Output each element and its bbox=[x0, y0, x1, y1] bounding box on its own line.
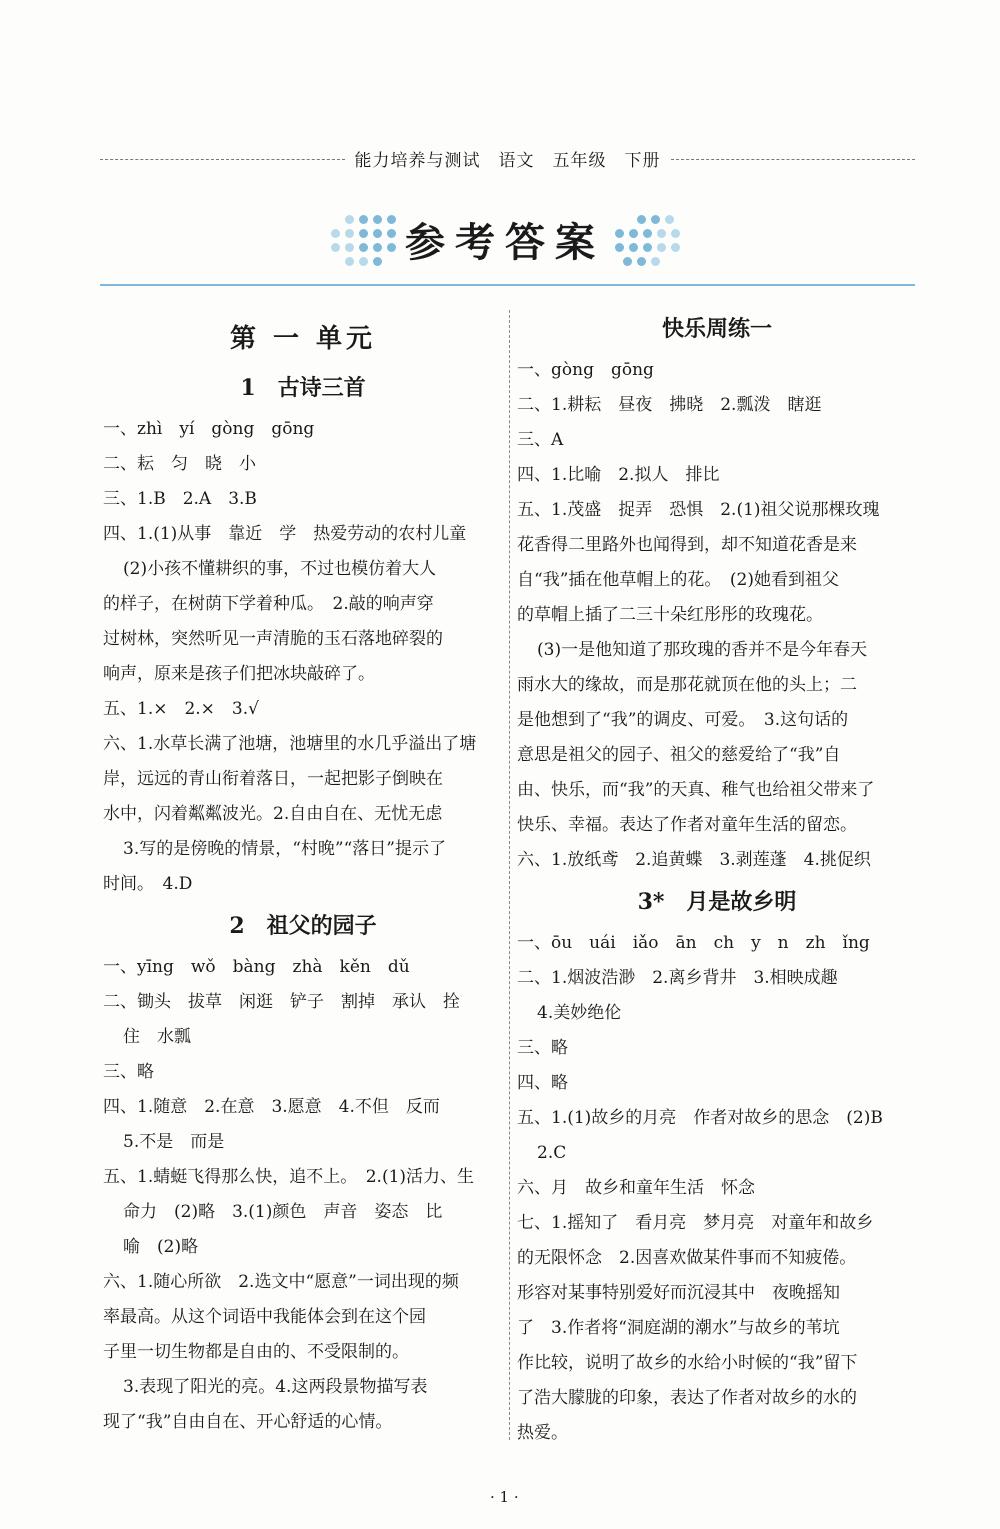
answer-line: 五、1.(1)故乡的月亮 作者对故乡的思念 (2)B bbox=[517, 1108, 883, 1128]
column-divider bbox=[509, 310, 510, 1440]
lesson-3-title: 3* 月是故乡明 bbox=[637, 889, 797, 915]
answer-line: (2)小孩不懂耕织的事，不过也模仿着大人 bbox=[123, 559, 437, 579]
answer-line: 现了“我”自由自在、开心舒适的心情。 bbox=[103, 1412, 393, 1432]
answer-line: 自“我”插在他草帽上的花。 (2)她看到祖父 bbox=[517, 570, 839, 590]
answer-line: 六、1.随心所欲 2.选文中“愿意”一词出现的频 bbox=[103, 1272, 459, 1292]
answer-line: 岸，远远的青山衔着落日，一起把影子倒映在 bbox=[103, 769, 443, 789]
answer-line: 5.不是 而是 bbox=[123, 1132, 225, 1152]
title-rule bbox=[100, 284, 915, 286]
answer-line: 子里一切生物都是自由的、不受限制的。 bbox=[103, 1342, 409, 1362]
answer-line: 五、1.× 2.× 3.√ bbox=[103, 699, 259, 719]
answer-line: 四、1.随意 2.在意 3.愿意 4.不但 反而 bbox=[103, 1097, 440, 1117]
answer-line: 三、A bbox=[517, 430, 564, 450]
answer-line: 六、1.放纸鸢 2.追黄蝶 3.剥莲蓬 4.挑促织 bbox=[517, 850, 871, 870]
lesson-1-title: 1 古诗三首 bbox=[240, 375, 366, 401]
answer-line: 快乐、幸福。表达了作者对童年生活的留恋。 bbox=[517, 815, 857, 835]
answer-line: 3.写的是傍晚的情景，“村晚”“落日”提示了 bbox=[123, 839, 446, 859]
answer-line: 四、略 bbox=[517, 1073, 568, 1093]
answer-line: 二、1.耕耘 昼夜 拂晓 2.瓢泼 瞎逛 bbox=[517, 395, 822, 415]
answer-line: 雨水大的缘故，而是那花就顶在他的头上；二 bbox=[517, 675, 857, 695]
answer-line: 命力 (2)略 3.(1)颜色 声音 姿态 比 bbox=[123, 1202, 443, 1222]
answer-line: 率最高。从这个词语中我能体会到在这个园 bbox=[103, 1307, 426, 1327]
lesson-2-title: 2 祖父的园子 bbox=[229, 913, 377, 939]
answer-line: 一、zhì yí gòng gōng bbox=[103, 419, 315, 439]
answer-line: 一、ōu uái iǎo ān ch y n zh ǐng bbox=[517, 933, 870, 953]
answer-line: 作比较，说明了故乡的水给小时候的“我”留下 bbox=[517, 1353, 858, 1373]
answer-line: 的样子，在树荫下学着种瓜。 2.敲的响声穿 bbox=[103, 594, 434, 614]
answer-line: 了浩大朦胧的印象，表达了作者对故乡的水的 bbox=[517, 1388, 857, 1408]
answer-line: 三、1.B 2.A 3.B bbox=[103, 489, 257, 509]
answer-line: 由、快乐，而“我”的天真、稚气也给祖父带来了 bbox=[517, 780, 875, 800]
answer-line: 二、锄头 拔草 闲逛 铲子 割掉 承认 拴 bbox=[103, 992, 460, 1012]
answer-line: 二、耘 匀 晓 小 bbox=[103, 454, 256, 474]
header-title: 能力培养与测试 语文 五年级 下册 bbox=[354, 150, 661, 171]
answer-line: 4.美妙绝伦 bbox=[537, 1003, 622, 1023]
dot-decoration-left bbox=[325, 215, 395, 265]
answer-line: 七、1.摇知了 看月亮 梦月亮 对童年和故乡 bbox=[517, 1213, 874, 1233]
right-column bbox=[517, 305, 917, 1451]
answer-line: 三、略 bbox=[103, 1062, 154, 1082]
answer-line: 了 3.作者将“洞庭湖的潮水”与故乡的苇坑 bbox=[517, 1318, 840, 1338]
answer-line: 时间。 4.D bbox=[103, 874, 193, 894]
answer-line: 住 水瓢 bbox=[123, 1027, 191, 1047]
answer-line: 一、yīng wǒ bàng zhà kěn dǔ bbox=[103, 957, 410, 977]
answer-line: 五、1.蜻蜓飞得那么快，追不上。 2.(1)活力、生 bbox=[103, 1167, 475, 1187]
answer-line: 六、1.水草长满了池塘，池塘里的水几乎溢出了塘 bbox=[103, 734, 477, 754]
answer-line: 水中，闪着粼粼波光。2.自由自在、无忧无虑 bbox=[103, 804, 443, 824]
answer-title: 参考答案 bbox=[405, 219, 605, 266]
answer-line: 意思是祖父的园子、祖父的慈爱给了“我”自 bbox=[517, 745, 841, 765]
answer-line: 热爱。 bbox=[517, 1423, 568, 1443]
answer-line: 三、略 bbox=[517, 1038, 568, 1058]
page-number: · 1 · bbox=[490, 1488, 519, 1506]
answer-line: 四、1.比喻 2.拟人 排比 bbox=[517, 465, 720, 485]
dot-decoration-right bbox=[615, 215, 685, 265]
header-rule-left bbox=[100, 159, 345, 160]
answer-line: (3)一是他知道了那玫瑰的香并不是今年春天 bbox=[537, 640, 868, 660]
answer-line: 二、1.烟波浩渺 2.离乡背井 3.相映成趣 bbox=[517, 968, 838, 988]
unit-title: 第 一 单元 bbox=[229, 324, 377, 354]
answer-line: 形容对某事特别爱好而沉浸其中 夜晚摇知 bbox=[517, 1283, 840, 1303]
answer-line: 一、gòng gōng bbox=[517, 360, 654, 380]
answer-line: 过树林，突然听见一声清脆的玉石落地碎裂的 bbox=[103, 629, 443, 649]
answer-line: 是他想到了“我”的调皮、可爱。 3.这句话的 bbox=[517, 710, 849, 730]
answer-line: 四、1.(1)从事 靠近 学 热爱劳动的农村儿童 bbox=[103, 524, 467, 544]
answer-line: 花香得二里路外也闻得到，却不知道花香是来 bbox=[517, 535, 857, 555]
answer-line: 五、1.茂盛 捉弄 恐惧 2.(1)祖父说那棵玫瑰 bbox=[517, 500, 880, 520]
header bbox=[100, 150, 915, 171]
answer-line: 响声，原来是孩子们把冰块敲碎了。 bbox=[103, 664, 375, 684]
answer-line: 六、月 故乡和童年生活 怀念 bbox=[517, 1178, 755, 1198]
answer-line: 喻 (2)略 bbox=[123, 1237, 199, 1257]
header-rule-right bbox=[671, 159, 916, 160]
answer-banner bbox=[325, 205, 685, 275]
left-column bbox=[103, 310, 503, 1440]
answer-line: 3.表现了阳光的亮。4.这两段景物描写表 bbox=[123, 1377, 428, 1397]
answer-line: 的草帽上插了二三十朵红彤彤的玫瑰花。 bbox=[517, 605, 823, 625]
answer-line: 的无限怀念 2.因喜欢做某件事而不知疲倦。 bbox=[517, 1248, 857, 1268]
answer-line: 2.C bbox=[537, 1143, 567, 1163]
weekly-practice-title: 快乐周练一 bbox=[661, 316, 772, 342]
